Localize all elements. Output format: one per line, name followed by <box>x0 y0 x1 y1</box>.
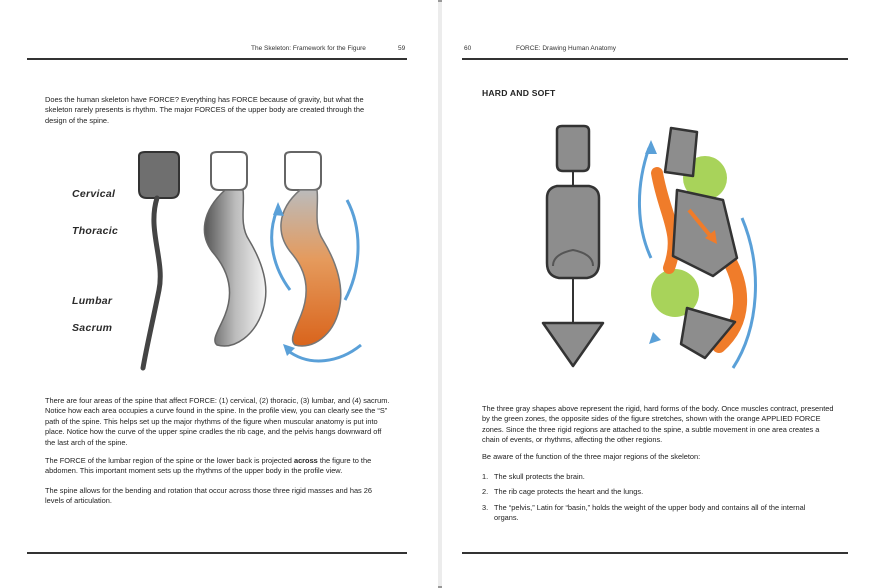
list-item-text: The rib cage protects the heart and the lungs. <box>494 487 644 497</box>
left-intro-paragraph: Does the human skeleton have FORCE? Everything has FORCE because of gravity, but what the skeleton rarely presents is rhythm. The major FORCES of the upper body are created through the design of the spine. <box>45 95 365 125</box>
left-header-rule <box>27 58 407 60</box>
list-item <box>482 487 832 497</box>
label-sacrum: Sacrum <box>72 322 113 334</box>
right-paragraph-1: The three gray shapes above represent the rigid, hard forms of the body. Once muscles contract, presented by the green zones, the opposite sides of the figure stretches, shown with the orange APPLIED FORCE zones. Since the three rigid regions are attached to the spine, a subtle movement in one area creates a chain of events, or rhythms, affecting the other regions. <box>482 404 834 445</box>
para2-bold: across <box>293 456 318 465</box>
para2-before: The FORCE of the lumbar region of the spine or the lower back is projected <box>45 456 294 465</box>
left-paragraph-2 <box>45 456 390 477</box>
list-item <box>482 472 832 482</box>
rigid-forms-figure <box>543 126 603 366</box>
spine-shaded-figure <box>204 152 265 346</box>
right-page <box>442 0 880 588</box>
right-header-rule <box>462 58 848 60</box>
para2-after: the figure to the abdomen. This important moment sets up the rhythms of the upper body in the profile view. <box>45 456 372 476</box>
left-header-title: The Skeleton: Framework for the Figure <box>251 45 366 52</box>
left-page-number: 59 <box>398 45 406 52</box>
list-item-text: The “pelvis,” Latin for “basin,” holds the weight of the upper body and contains all of the internal organs. <box>494 502 806 523</box>
list-item-number: 3. <box>482 502 489 512</box>
right-footer-rule <box>462 552 848 554</box>
spine-line-figure <box>139 152 179 368</box>
label-cervical: Cervical <box>72 188 116 200</box>
hard-soft-illustration <box>537 118 767 383</box>
right-header-title: FORCE: Drawing Human Anatomy <box>516 45 617 52</box>
left-footer-rule <box>27 552 407 554</box>
list-item <box>482 503 832 524</box>
label-thoracic: Thoracic <box>72 225 119 237</box>
right-page-number: 60 <box>464 45 472 52</box>
list-item-number: 1. <box>482 472 489 481</box>
right-paragraph-2: Be aware of the function of the three major regions of the skeleton: <box>482 452 701 461</box>
list-item-number: 2. <box>482 487 489 497</box>
left-paragraph-3: The spine allows for the bending and rotation that occur across those three rigid masses and has 26 levels of articulation. <box>45 486 373 506</box>
spine-illustration <box>125 140 375 375</box>
label-lumbar: Lumbar <box>72 295 113 307</box>
list-item-text: The skull protects the brain. <box>494 472 585 481</box>
spine-orange-figure <box>272 152 361 361</box>
soft-zones-figure <box>639 128 755 368</box>
left-paragraph-1: There are four areas of the spine that affect FORCE: (1) cervical, (2) thoracic, (3) lumbar, and (4) sacrum. Notice how each area occupies a curve found in the spine. In the profile view, you can clearly see the “S” path of the spine. This helps set up the major rhythms of the figure when muscular anatomy is put into place. Notice how the curve of the upper spine cradles the rib cage, and the pelvis hangs downward off the last arch of the spine. <box>45 396 390 447</box>
left-page <box>0 0 438 588</box>
section-title: HARD AND SOFT <box>482 88 556 98</box>
skeleton-regions-list <box>482 472 832 529</box>
